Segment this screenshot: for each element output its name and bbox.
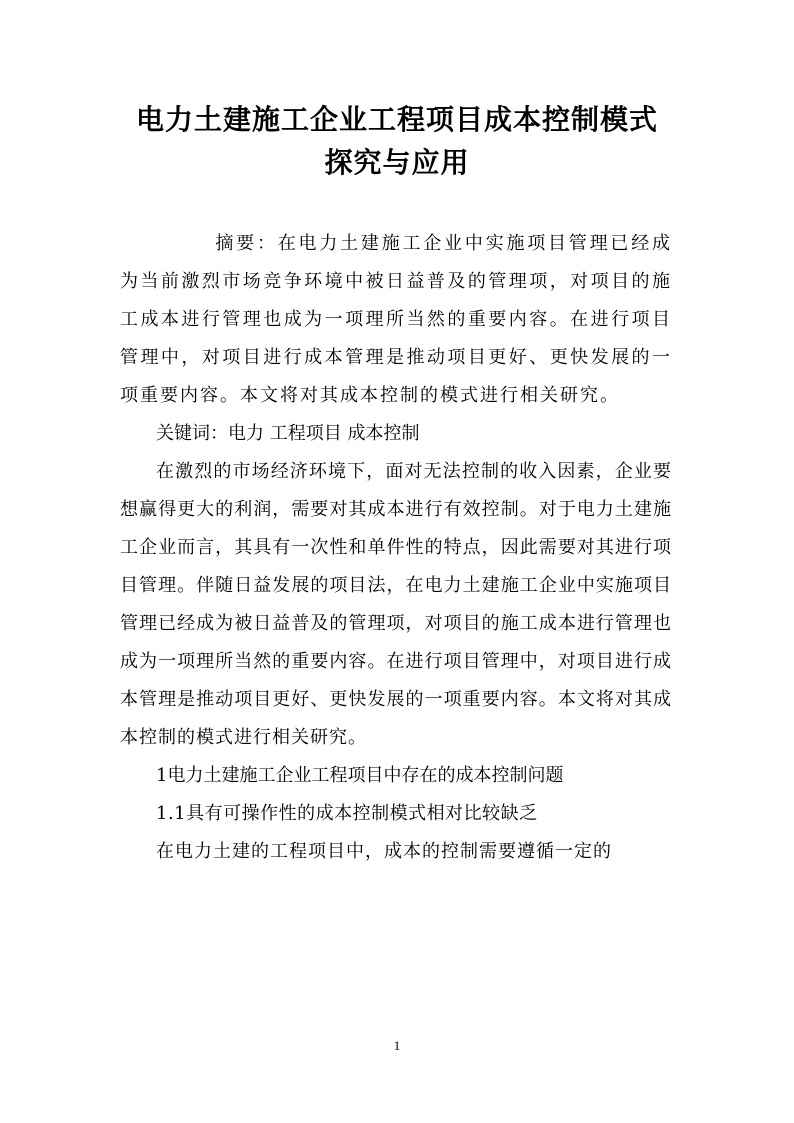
abstract-paragraph: 摘要：在电力土建施工企业中实施项目管理已经成为当前激烈市场竞争环境中被日益普及的管理项，对项目的施工成本进行管理也成为一项理所当然的重要内容。在进行项目管理中，对项目进行成本管理是推动项目更好、更快发展的一项重要内容。本文将对其成本控制的模式进行相关研究。 — [120, 233, 672, 406]
document-title-line-1: 电力土建施工企业工程项目成本控制模式 — [135, 103, 658, 136]
section-paragraph: 在电力土建的工程项目中，成本的控制需要遵循一定的 — [156, 841, 612, 862]
document-title-line-2: 探究与应用 — [324, 146, 470, 179]
intro-paragraph: 在激烈的市场经济环境下，面对无法控制的收入因素，企业要想赢得更大的利润，需要对其成本进行有效控制。对于电力土建施工企业而言，其具有一次性和单件性的特点，因此需要对其进行项目管理。伴随日益发展的项目法，在电力土建施工企业中实施项目管理已经成为被日益普及的管理项，对项目的施工成本进行管理也成为一项理所当然的重要内容。在进行项目管理中，对项目进行成本管理是推动项目更好、更快发展的一项重要内容。本文将对其成本控制的模式进行相关研究。 — [120, 461, 672, 748]
section-heading-1-1: 1.1具有可操作性的成本控制模式相对比较缺乏 — [156, 803, 538, 824]
section-heading-1: 1电力土建施工企业工程项目中存在的成本控制问题 — [156, 765, 564, 786]
document-body — [120, 225, 672, 871]
page-number: 1 — [393, 1038, 401, 1053]
keywords-line: 关键词：电力 工程项目 成本控制 — [156, 423, 420, 444]
